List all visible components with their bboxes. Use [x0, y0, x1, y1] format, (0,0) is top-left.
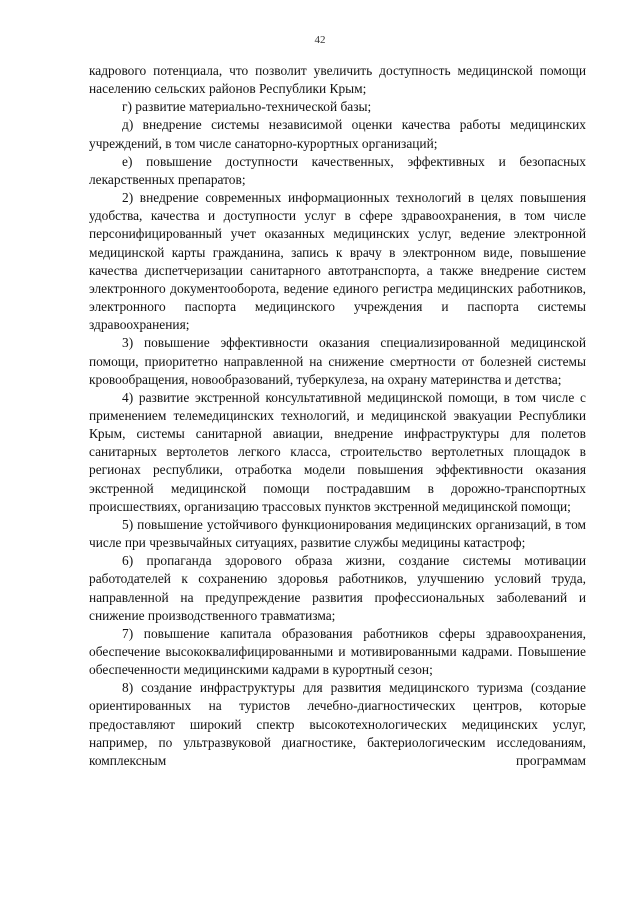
- paragraph-item-5: 5) повышение устойчивого функционирования медицинских организаций, в том числе при чрезвычайных ситуациях, развитие службы медицины катастроф;: [89, 516, 586, 551]
- paragraph-item-g: г) развитие материально-технической базы;: [122, 99, 372, 115]
- paragraph-item-d: д) внедрение системы независимой оценки качества работы медицинских учреждений, в том числе санаторно-курортных организаций;: [89, 117, 586, 151]
- paragraph-item-4: 4) развитие экстренной консультативной медицинской помощи, в том числе с применением телемедицинских технологий, и медицинской эвакуации Республики Крым, системы санитарной авиации, внедрение инфраструктуры для полетов санитарных вертолетов легкого класса, строительство вертолетных площадок в регионах республики, отработка модели повышения эффективности оказания экстренной медицинской помощи пострадавшим в дорожно-транспортных происшествиях, организацию трассовых пунктов экстренной медицинской помощи;: [89, 389, 586, 514]
- document-body: [89, 62, 586, 770]
- paragraph-item-6: 6) пропаганда здорового образа жизни, создание системы мотивации работодателей к сохранению здоровья работников, улучшению условий труда, направленной на предупреждение развития профессиональных заболеваний и снижение производственного травматизма;: [89, 553, 586, 623]
- paragraph-continuation: кадрового потенциала, что позволит увеличить доступность медицинской помощи населению сельских районов Республики Крым;: [89, 63, 586, 97]
- paragraph-item-7: 7) повышение капитала образования работников сферы здравоохранения, обеспечение высококвалифицированными и мотивированными кадрами. Повышение обеспеченности медицинскими кадрами в курортный сезон;: [89, 625, 586, 678]
- paragraph-item-8: 8) создание инфраструктуры для развития медицинского туризма (создание ориентированных на туристов лечебно-диагностических центров, которые предоставляют широкий спектр высокотехнологических медицинских услуг, например, по ультразвуковой диагностике, бактериологическим исследованиям, комплексным программам: [89, 680, 586, 768]
- page-number: 42: [314, 34, 326, 46]
- paragraph-item-2: 2) внедрение современных информационных технологий в целях повышения удобства, качества и доступности услуг в сфере здравоохранения, в том числе персонифицированный учет оказанных медицинских услуг, ведение электронной медицинской карты гражданина, запись к врачу в электронном виде, повышение качества диспетчеризации санитарного автотранспорта, а также внедрение систем электронного документооборота, ведение единого регистра медицинских работников, электронного паспорта медицинского учреждения и паспорта системы здравоохранения;: [89, 190, 586, 333]
- paragraph-item-e: е) повышение доступности качественных, эффективных и безопасных лекарственных препаратов;: [89, 153, 586, 187]
- paragraph-item-3: 3) повышение эффективности оказания специализированной медицинской помощи, приоритетно направленной на снижение смертности от болезней системы кровообращения, новообразований, туберкулеза, на охрану материнства и детства;: [89, 335, 586, 387]
